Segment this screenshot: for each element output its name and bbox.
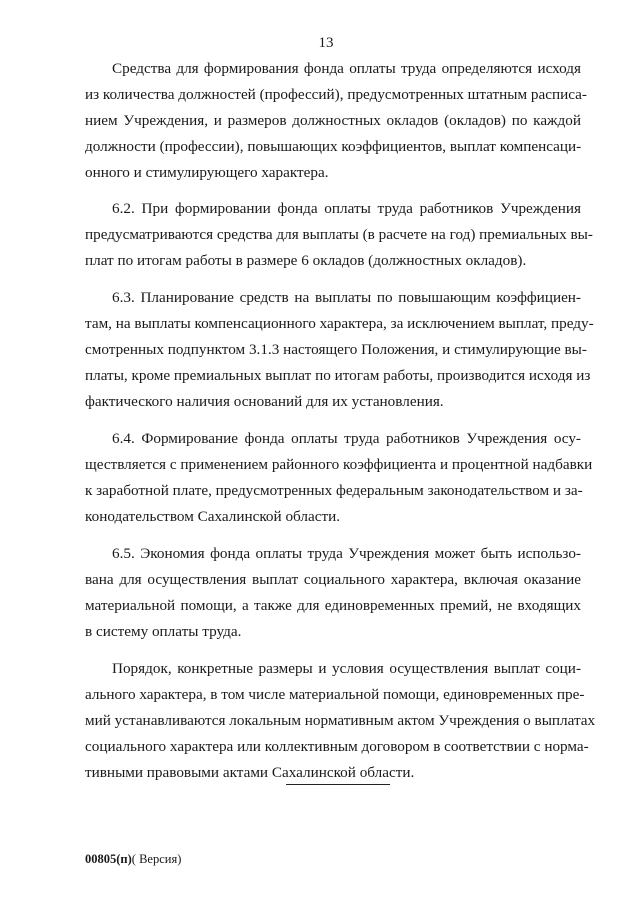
text-line: из количества должностей (профессий), предусмотренных штатным расписа- <box>85 86 587 103</box>
text-line: должности (профессии), повышающих коэффициентов, выплат компенсаци- <box>85 138 582 155</box>
paragraph <box>85 426 593 530</box>
text-line: плат по итогам работы в размере 6 окладов (должностных окладов). <box>85 252 527 269</box>
text-line: 6.3. Планирование средств на выплаты по повышающим коэффициен- <box>112 289 581 306</box>
text-line: нием Учреждения, и размеров должностных окладов (окладов) по каждой <box>85 112 581 129</box>
text-line: тивными правовыми актами Сахалинской области. <box>85 764 415 781</box>
text-line: в систему оплаты труда. <box>85 623 242 640</box>
document-body <box>85 56 596 786</box>
paragraph <box>85 196 593 274</box>
text-line: материальной помощи, а также для единовременных премий, не входящих <box>85 597 581 614</box>
paragraph <box>85 541 581 645</box>
text-line: 6.5. Экономия фонда оплаты труда Учреждения может быть использо- <box>112 545 581 562</box>
text-line: предусматриваются средства для выплаты (в расчете на год) премиальных вы- <box>85 226 593 243</box>
text-line: 6.2. При формировании фонда оплаты труда работников Учреждения <box>112 200 581 217</box>
text-line: ального характера, в том числе материальной помощи, единовременных пре- <box>85 686 585 703</box>
text-line: фактического наличия оснований для их установления. <box>85 393 444 410</box>
text-line: там, на выплаты компенсационного характера, за исключением выплат, преду- <box>85 315 594 332</box>
document-footer-code <box>85 852 181 867</box>
text-line: платы, кроме премиальных выплат по итогам работы, производится исходя из <box>85 367 591 384</box>
document-version: ( Версия) <box>131 852 182 866</box>
document-code: 00805(п) <box>85 852 132 866</box>
end-divider-line <box>286 784 390 785</box>
paragraph <box>85 56 587 186</box>
text-line: 6.4. Формирование фонда оплаты труда работников Учреждения осу- <box>112 430 581 447</box>
text-line: вана для осуществления выплат социального характера, включая оказание <box>85 571 581 588</box>
text-line: онного и стимулирующего характера. <box>85 164 329 181</box>
text-line: мий устанавливаются локальным нормативным актом Учреждения о выплатах <box>85 712 596 729</box>
text-line: ществляется с применением районного коэффициента и процентной надбавки <box>85 456 593 473</box>
text-line: Порядок, конкретные размеры и условия осуществления выплат соци- <box>112 660 581 677</box>
paragraph <box>85 285 594 415</box>
text-line: Средства для формирования фонда оплаты труда определяются исходя <box>112 60 581 77</box>
page-number: 13 <box>318 35 334 51</box>
text-line: смотренных подпунктом 3.1.3 настоящего Положения, и стимулирующие вы- <box>85 341 587 358</box>
text-line: конодательством Сахалинской области. <box>85 508 341 525</box>
text-line: социального характера или коллективным договором в соответствии с норма- <box>85 738 589 755</box>
paragraph <box>85 656 596 786</box>
text-line: к заработной плате, предусмотренных федеральным законодательством и за- <box>85 482 583 499</box>
